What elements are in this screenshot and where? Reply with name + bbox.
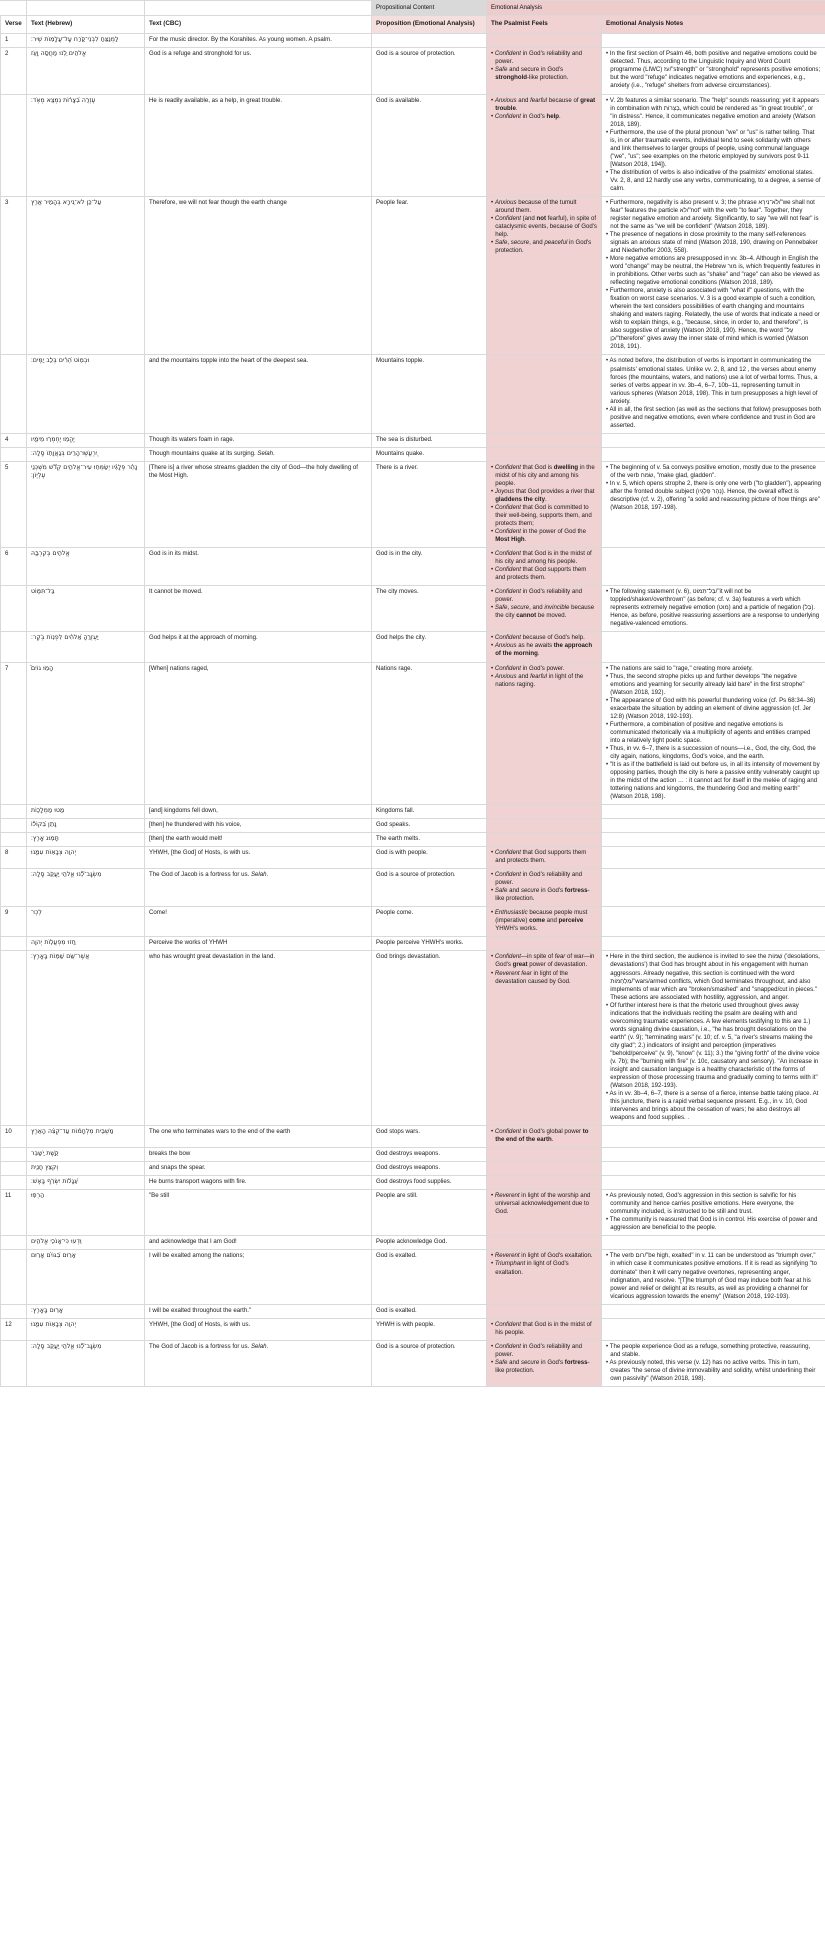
cell-text-hebrew: עֲ֝גָל֗וֹת יִשְׂרֹ֥ף בָּאֵֽשׁ׃: [27, 1176, 145, 1190]
cell-verse: [1, 632, 27, 662]
cell-emotional-analysis-notes: • The nations are said to "rage," creating more anxiety. • Thus, the second strophe picks up and further develops "the negative emotions and yearning for security already laid bare" in the first strophe" (Watson 2018, 192). • The appearance of God with his powerful thundering voice (cf. Ps 68:34–36) exacerbate the situation by adding an element of divine aggression (cf. Jer 12:8) (Watson 2018, 192-193). • Furthermore, a combination of positive and negative emotions is communicated rhetorically via a multiplicity of agents and entities cramped into a relatively tight poetic space. • Thus, in vv. 6–7, there is a succession of nouns—i.e., God, the city, God, the city again, nations, kingdoms, God's voice, and the earth. • "It is as if the battlefield is laid out before us, in all its intensity of movement by opposing parties, though the city is here a passive entity vulnerably caught up in the midst of the action … : it cannot act for itself in the melée of raging and tottering nations and kingdoms, the thundering God and melting earth" (Watson 2018, 198).: [602, 662, 825, 805]
cell-text-hebrew: יְהוָ֣ה צְבָא֣וֹת עִמָּ֑נוּ: [27, 847, 145, 869]
column-header-text-hebrew: Text (Hebrew): [27, 16, 145, 34]
cell-emotional-analysis-notes: • The beginning of v. 5a conveys positive emotion, mostly due to the presence of the verb שׂמח, "make glad, gladden". • In v. 5, which opens strophe 2, there is only one verb ("to gladden"), appearing after the fronted double subject (נָהָר פְּלָגָיו). Hence, the overall effect is descriptive (cf. v. 2), offering "a solid and reassuring picture of how things are" (Watson 2018, 197-198).: [602, 461, 825, 547]
cell-text-cbc: YHWH, [the God] of Hosts, is with us.: [145, 1318, 372, 1340]
cell-text-cbc: and the mountains topple into the heart of the deepest sea.: [145, 355, 372, 433]
cell-psalmist-feels: • Confident—in spite of fear of war—in God's great power of devastation. • Reverent fear in light of the devastation caused by God.: [487, 951, 602, 1126]
group-header-propositional-content: Propositional Content: [372, 1, 487, 16]
cell-psalmist-feels: [487, 355, 602, 433]
cell-psalmist-feels: [487, 1176, 602, 1190]
cell-text-hebrew: חֲ֭זוּ מִפְעֲל֣וֹת יְהוָ֑ה: [27, 937, 145, 951]
cell-psalmist-feels: [487, 1148, 602, 1162]
group-header-spacer: [27, 1, 145, 16]
cell-verse: 2: [1, 48, 27, 94]
cell-emotional-analysis-notes: [602, 1176, 825, 1190]
cell-text-hebrew: וּבְמ֥וֹט הָ֝רִ֗ים בְּלֵ֣ב יַמִּֽים׃: [27, 355, 145, 433]
cell-verse: 9: [1, 907, 27, 937]
table-row: [1, 1304, 825, 1318]
cell-psalmist-feels: [487, 833, 602, 847]
cell-text-hebrew: וְקִצֵּ֣ץ חֲנִ֑ית: [27, 1162, 145, 1176]
column-header-psalmist-feels: The Psalmist Feels: [487, 16, 602, 34]
cell-emotional-analysis-notes: • The following statement (v. 6), בַּל־תִּמּוֹט/"it will not be toppled/shaken/overthrown" (as before; cf. v. 3a) features a verb which represents extremely negative emotion (מוט) and a particle of negation (בַּל). Hence, as before, positive reassuring assertions are a response to underlying negative-valenced emotions.: [602, 586, 825, 632]
cell-psalmist-feels: [487, 819, 602, 833]
cell-psalmist-feels: [487, 447, 602, 461]
table-row: [1, 805, 825, 819]
cell-verse: 1: [1, 34, 27, 48]
cell-emotional-analysis-notes: • The people experience God as a refuge, something protective, reassuring, and stable. • As previously noted, this verse (v. 12) has no active verbs. This in turn, creates "the sense of divine immovability and solidity, whilst underlining their own passivity" (Watson 2018, 198).: [602, 1340, 825, 1386]
table-row: [1, 461, 825, 547]
cell-text-hebrew: מַשְׁבִּ֥ית מִלְחָמ֗וֹת עַד־קְצֵ֫ה הָאָ֥רֶץ: [27, 1126, 145, 1148]
cell-psalmist-feels: [487, 34, 602, 48]
cell-psalmist-feels: • Confident because of God's help. • Anxious as he awaits the approach of the morning.: [487, 632, 602, 662]
cell-verse: 11: [1, 1190, 27, 1236]
cell-psalmist-feels: • Reverent in light of the worship and universal acknowledgement due to God.: [487, 1190, 602, 1236]
cell-text-cbc: [There is] a river whose streams gladden the city of God—the holy dwelling of the Most High.: [145, 461, 372, 547]
cell-text-hebrew: תָּמ֥וּג אָֽרֶץ׃: [27, 833, 145, 847]
cell-verse: [1, 586, 27, 632]
cell-verse: [1, 1250, 27, 1304]
cell-verse: [1, 94, 27, 196]
cell-text-cbc: He burns transport wagons with fire.: [145, 1176, 372, 1190]
cell-proposition: The earth melts.: [372, 833, 487, 847]
cell-text-cbc: [then] the earth would melt!: [145, 833, 372, 847]
cell-emotional-analysis-notes: [602, 937, 825, 951]
cell-text-hebrew: הָמ֣וּ גוֹיִם֮: [27, 662, 145, 805]
cell-proposition: Kingdoms fall.: [372, 805, 487, 819]
cell-text-cbc: The one who terminates wars to the end of the earth: [145, 1126, 372, 1148]
cell-proposition: God brings devastation.: [372, 951, 487, 1126]
cell-verse: [1, 833, 27, 847]
cell-emotional-analysis-notes: [602, 34, 825, 48]
cell-emotional-analysis-notes: [602, 1304, 825, 1318]
cell-text-cbc: "Be still: [145, 1190, 372, 1236]
table-row: [1, 833, 825, 847]
cell-psalmist-feels: • Anxious because of the tumult around them. • Confident (and not fearful), in spite of cataclysmic events, because of God's help. • Safe, secure, and peaceful in God's protection.: [487, 196, 602, 355]
cell-text-cbc: and snaps the spear.: [145, 1162, 372, 1176]
cell-emotional-analysis-notes: [602, 433, 825, 447]
table-row: [1, 869, 825, 907]
table-row: [1, 48, 825, 94]
cell-proposition: People acknowledge God.: [372, 1236, 487, 1250]
table-row: [1, 433, 825, 447]
cell-psalmist-feels: [487, 1236, 602, 1250]
cell-proposition: God speaks.: [372, 819, 487, 833]
cell-proposition: God is available.: [372, 94, 487, 196]
group-header-spacer: [1, 1, 27, 16]
cell-proposition: God destroys food supplies.: [372, 1176, 487, 1190]
cell-text-hebrew: יַעְזְרֶ֥הָ אֱ֝לֹהִ֗ים לִפְנ֥וֹת בֹּֽקֶר׃: [27, 632, 145, 662]
cell-verse: [1, 1148, 27, 1162]
cell-verse: [1, 1236, 27, 1250]
cell-psalmist-feels: • Confident that God is dwelling in the midst of his city and among his people. • Joyous that God provides a river that gladdens the city. • Confident that God is committed to their well-being, supports them, and protects them; • Confident in the power of God the Most High.: [487, 461, 602, 547]
cell-text-hebrew: הַרְפּ֣וּ: [27, 1190, 145, 1236]
cell-psalmist-feels: [487, 937, 602, 951]
table-row: [1, 847, 825, 869]
cell-proposition: People come.: [372, 907, 487, 937]
cell-psalmist-feels: • Confident in God's reliability and power. • Safe and secure in God's stronghold-like protection.: [487, 48, 602, 94]
cell-emotional-analysis-notes: • Furthermore, negativity is also present v. 3; the phrase לֹא־נִירָא/"we shall not fear" features the particle לֹא/"not" with the verb "to fear". Together, they register negative emotion and anxiety. Significantly, to say "we will not fear" is not the same as "we will be confident" (Watson 2018, 189). • The presence of negations in close proximity to the many self-references signals an anxious state of mind (Watson 2018, 190, drawing on Pennebaker and Niederhoffer 2003, 558). • More negative emotions are presupposed in vv. 3b–4. Although in English the word "change" may be neutral, the Hebrew מור is, which frequently features in in prohibitions. Other verbs such as "shake" and "rage" can also be viewed as reflecting negative emotional conditions (Watson 2018, 189). • Furthermore, anxiety is also associated with "what if" questions, with the fixation on worst case scenarios. V. 3 is a good example of such a condition, wherein the text considers possibilities of earth changing and mountains shaking and waters raging. Relatedly, the use of words that indicate a need or wish to explain things, e.g., "because, since, in order to, and therefore", is also suggestive of anxiety (Watson 2018, 190). Hence, the word "עַל כֵּן/"therefore" gives away the inner state of mind which is worried (Watson 2018, 191).: [602, 196, 825, 355]
cell-emotional-analysis-notes: [602, 447, 825, 461]
cell-text-cbc: God helps it at the approach of morning.: [145, 632, 372, 662]
table-row: [1, 951, 825, 1126]
column-header-row: [1, 16, 825, 34]
cell-text-cbc: The God of Jacob is a fortress for us. Selah.: [145, 869, 372, 907]
cell-proposition: God is exalted.: [372, 1250, 487, 1304]
cell-psalmist-feels: • Confident that God is in the midst of his city and among his people. • Confident that God supports them and protects them.: [487, 548, 602, 586]
group-header-emotional-analysis: Emotional Analysis: [487, 1, 825, 16]
table-row: [1, 586, 825, 632]
cell-text-hebrew: לְכֽוּ־: [27, 907, 145, 937]
cell-text-cbc: [and] kingdoms fell down,: [145, 805, 372, 819]
cell-verse: 4: [1, 433, 27, 447]
cell-verse: 6: [1, 548, 27, 586]
cell-proposition: The city moves.: [372, 586, 487, 632]
cell-text-hebrew: לַמְנַצֵּ֥חַ לִבְנֵי־קֹ֑רַח עַֽל־עֲלָמ֥וֹת שִֽׁיר׃: [27, 34, 145, 48]
table-row: [1, 937, 825, 951]
cell-proposition: People fear.: [372, 196, 487, 355]
cell-proposition: God is with people.: [372, 847, 487, 869]
cell-emotional-analysis-notes: [602, 548, 825, 586]
cell-psalmist-feels: • Anxious and fearful because of great trouble. • Confident in God's help.: [487, 94, 602, 196]
cell-text-hebrew: אֱלֹהִ֣ים בְּקִרְבָּ֑הּ: [27, 548, 145, 586]
cell-text-cbc: God is in its midst.: [145, 548, 372, 586]
cell-emotional-analysis-notes: [602, 805, 825, 819]
table-row: [1, 34, 825, 48]
cell-emotional-analysis-notes: [602, 847, 825, 869]
cell-text-cbc: I will be exalted among the nations;: [145, 1250, 372, 1304]
cell-text-hebrew: עֶזְרָ֥ה בְ֝צָר֗וֹת נִמְצָ֥א מְאֹֽד׃: [27, 94, 145, 196]
table-row: [1, 1318, 825, 1340]
cell-text-hebrew: יִֽרְעֲשֽׁוּ־הָרִ֥ים בְּגַאֲוָת֣וֹ סֶֽלָה׃: [27, 447, 145, 461]
cell-proposition: God helps the city.: [372, 632, 487, 662]
cell-text-cbc: [When] nations raged,: [145, 662, 372, 805]
cell-emotional-analysis-notes: [602, 1148, 825, 1162]
cell-verse: [1, 951, 27, 1126]
cell-text-cbc: Though mountains quake at its surging. Selah.: [145, 447, 372, 461]
cell-verse: [1, 1304, 27, 1318]
cell-verse: 12: [1, 1318, 27, 1340]
cell-psalmist-feels: • Confident in God's power. • Anxious and fearful in light of the nations raging.: [487, 662, 602, 805]
cell-psalmist-feels: [487, 805, 602, 819]
cell-emotional-analysis-notes: • The verb רום/"be high, exalted" in v. 11 can be understood as "triumph over," in which case it communicates positive emotions. If it is read as signifying "to dominate" then it will carry negative overtones, representing anger, indignation, and resolve. "[T]he triumph of God may induce both fear at his power and relief or delight at its results, as well as providing a channel for vicarious aggression towards the enemy" (Watson 2018, 192-193).: [602, 1250, 825, 1304]
cell-psalmist-feels: • Confident that God supports them and protects them.: [487, 847, 602, 869]
column-header-emotional-analysis-notes: Emotional Analysis Notes: [602, 16, 825, 34]
column-header-verse: Verse: [1, 16, 27, 34]
cell-text-cbc: He is readily available, as a help, in great trouble.: [145, 94, 372, 196]
cell-verse: 5: [1, 461, 27, 547]
cell-proposition: The sea is disturbed.: [372, 433, 487, 447]
cell-text-hebrew: יֶהֱמ֣וּ יֶחְמְר֣וּ מֵימָ֑יו: [27, 433, 145, 447]
cell-text-hebrew: אֱלֹהִ֣ים לָ֭נוּ מַחֲסֶ֣ה וָעֹ֑ז: [27, 48, 145, 94]
cell-psalmist-feels: • Enthusiastic because people must (imperative) come and perceive YHWH's works.: [487, 907, 602, 937]
cell-emotional-analysis-notes: [602, 632, 825, 662]
cell-proposition: Mountains quake.: [372, 447, 487, 461]
cell-psalmist-feels: • Confident in God's global power to the end of the earth.: [487, 1126, 602, 1148]
cell-text-cbc: and acknowledge that I am God!: [145, 1236, 372, 1250]
table-row: [1, 662, 825, 805]
cell-text-hebrew: יְהוָ֣ה צְבָא֣וֹת עִמָּ֑נוּ: [27, 1318, 145, 1340]
cell-psalmist-feels: • Confident in God's reliability and power. • Safe and secure in God's fortress-like protection.: [487, 869, 602, 907]
cell-proposition: People perceive YHWH's works.: [372, 937, 487, 951]
cell-text-cbc: For the music director. By the Korahites. As young women. A psalm.: [145, 34, 372, 48]
cell-proposition: God is a source of protection.: [372, 48, 487, 94]
table-row: [1, 819, 825, 833]
cell-verse: 10: [1, 1126, 27, 1148]
cell-emotional-analysis-notes: [602, 1162, 825, 1176]
cell-verse: 8: [1, 847, 27, 869]
cell-proposition: People are still.: [372, 1190, 487, 1236]
table-row: [1, 1236, 825, 1250]
cell-text-hebrew: מִשְׂגָּֽב־לָ֝֗נוּ אֱלֹהֵ֖י יַעֲקֹ֣ב סֶֽלָה׃: [27, 869, 145, 907]
group-header-row: [1, 1, 825, 16]
group-header-spacer: [145, 1, 372, 16]
cell-proposition: Mountains topple.: [372, 355, 487, 433]
cell-verse: 7: [1, 662, 27, 805]
cell-emotional-analysis-notes: [602, 907, 825, 937]
cell-emotional-analysis-notes: • As previously noted, God's aggression in this section is salvific for his community and hence carries positive emotions. Here everyone, the community included, is instructed to be still and trust. • The community is reassured that God is in control. His exercise of power and aggression are beneficial to the people.: [602, 1190, 825, 1236]
cell-text-hebrew: מָ֣טוּ מַמְלָכ֑וֹת: [27, 805, 145, 819]
cell-text-hebrew: אֲשֶׁר־שָׂ֖ם שַׁמּ֣וֹת בָּאָֽרֶץ׃: [27, 951, 145, 1126]
table-row: [1, 1340, 825, 1386]
cell-text-cbc: Though its waters foam in rage.: [145, 433, 372, 447]
cell-text-cbc: I will be exalted throughout the earth.": [145, 1304, 372, 1318]
cell-proposition: There is a river.: [372, 461, 487, 547]
table-row: [1, 907, 825, 937]
cell-emotional-analysis-notes: [602, 833, 825, 847]
cell-psalmist-feels: [487, 1162, 602, 1176]
cell-verse: [1, 805, 27, 819]
cell-emotional-analysis-notes: [602, 1318, 825, 1340]
cell-emotional-analysis-notes: [602, 1236, 825, 1250]
cell-verse: [1, 1162, 27, 1176]
cell-proposition: God destroys weapons.: [372, 1148, 487, 1162]
cell-emotional-analysis-notes: [602, 869, 825, 907]
cell-verse: [1, 447, 27, 461]
cell-text-cbc: It cannot be moved.: [145, 586, 372, 632]
cell-proposition: Nations rage.: [372, 662, 487, 805]
cell-text-hebrew: בַּל־תִּמּ֑וֹט: [27, 586, 145, 632]
cell-text-cbc: Perceive the works of YHWH: [145, 937, 372, 951]
cell-psalmist-feels: [487, 433, 602, 447]
cell-proposition: God stops wars.: [372, 1126, 487, 1148]
cell-emotional-analysis-notes: • As noted before, the distribution of verbs is important in communicating the psalmists' emotional states. Unlike vv. 2, 8, and 12 , the verses about enemy forces (the mountains, waters, and nations) use a lot of verbal forms. Thus, a series of verbs appear in vv. 3b–4, 6–7, 10b–11, representing tumult in various spheres (Watson 2018, 198). This in turn presupposes a high level of anxiety. • All in all, the first section (as well as the sections that follow) presupposes both positive and negative emotions, even where confidence and trust in God are asserted.: [602, 355, 825, 433]
cell-verse: [1, 355, 27, 433]
cell-proposition: God is a source of protection.: [372, 1340, 487, 1386]
cell-text-cbc: Come!: [145, 907, 372, 937]
table-row: [1, 548, 825, 586]
cell-verse: [1, 1340, 27, 1386]
table-row: [1, 355, 825, 433]
cell-proposition: YHWH is with people.: [372, 1318, 487, 1340]
cell-psalmist-feels: • Confident that God is in the midst of his people.: [487, 1318, 602, 1340]
cell-verse: [1, 869, 27, 907]
cell-psalmist-feels: [487, 1304, 602, 1318]
table-row: [1, 1190, 825, 1236]
cell-text-hebrew: נָתַ֥ן בְּ֝קוֹל֗וֹ: [27, 819, 145, 833]
cell-emotional-analysis-notes: [602, 1126, 825, 1148]
table-row: [1, 1250, 825, 1304]
cell-proposition: God is exalted.: [372, 1304, 487, 1318]
cell-text-cbc: The God of Jacob is a fortress for us. Selah.: [145, 1340, 372, 1386]
cell-text-cbc: breaks the bow: [145, 1148, 372, 1162]
table-row: [1, 94, 825, 196]
cell-text-hebrew: אָר֥וּם בָּאָֽרֶץ׃: [27, 1304, 145, 1318]
column-header-proposition: Proposition (Emotional Analysis): [372, 16, 487, 34]
cell-text-hebrew: עַל־כֵּ֣ן לֹא־נִ֭ירָא בְּהָמִ֣יר אָ֑רֶץ: [27, 196, 145, 355]
cell-emotional-analysis-notes: [602, 819, 825, 833]
cell-text-hebrew: אָר֥וּם בַּ֝גּוֹיִ֗ם אָר֥וּם: [27, 1250, 145, 1304]
table-row: [1, 1176, 825, 1190]
cell-proposition: [372, 34, 487, 48]
cell-emotional-analysis-notes: • V. 2b features a similar scenario. The "help" sounds reassuring; yet it appears in combination with בְצָרוֹת, which could be rendered as "in great trouble", or "in distress". Hence, it communicates negative emotion and anxiety (Watson 2018, 189). • Furthermore, the use of the plural pronoun "we" or "us" is rather telling. That is, in or after traumatic events, individual tend to seek solidarity with others and link themselves to larger groups of people, using communal language ("we", "us"; see examples on the rhetoric employed by survivors post 9-11 [Watson 2018, 194]). • The distribution of verbs is also indicative of the psalmists' emotional states. Vv. 2, 8, and 12 hardly use any verbs, communicating, to a degree, a sense of calm.: [602, 94, 825, 196]
cell-text-cbc: who has wrought great devastation in the land.: [145, 951, 372, 1126]
table-row: [1, 196, 825, 355]
cell-proposition: God destroys weapons.: [372, 1162, 487, 1176]
table-row: [1, 1162, 825, 1176]
cell-text-hebrew: קֶ֣שֶׁת יְ֭שַׁבֵּר: [27, 1148, 145, 1162]
cell-emotional-analysis-notes: • In the first section of Psalm 46, both positive and negative emotions could be detected. Thus, according to the Linguistic Inquiry and Word Count programme (LIWC) עז/"strength" or "stronghold" represents positive emotions; but the word "refuge" indicates negative emotions and experiences, e.g., anxiety (i.e., "refuge" shelters from adverse circumstances).: [602, 48, 825, 94]
cell-verse: 3: [1, 196, 27, 355]
cell-proposition: God is a source of protection.: [372, 869, 487, 907]
cell-proposition: God is in the city.: [372, 548, 487, 586]
cell-psalmist-feels: • Reverent in light of God's exaltation. • Triumphant in light of God's exaltation.: [487, 1250, 602, 1304]
column-header-text-cbc: Text (CBC): [145, 16, 372, 34]
cell-verse: [1, 819, 27, 833]
table-row: [1, 447, 825, 461]
cell-text-cbc: God is a refuge and stronghold for us.: [145, 48, 372, 94]
cell-text-cbc: YHWH, [the God] of Hosts, is with us.: [145, 847, 372, 869]
cell-verse: [1, 1176, 27, 1190]
table-row: [1, 632, 825, 662]
cell-text-cbc: [then] he thundered with his voice,: [145, 819, 372, 833]
cell-text-hebrew: וּ֭דְעוּ כִּי־אָנֹכִ֣י אֱלֹהִ֑ים: [27, 1236, 145, 1250]
cell-text-hebrew: נָהָ֗ר פְּלָגָ֗יו יְשַׂמְּח֥וּ עִיר־אֱלֹהִ֑ים קְדֹ֝֗שׁ מִשְׁכְּנֵ֥י עֶלְיֽוֹן׃: [27, 461, 145, 547]
cell-text-hebrew: מִשְׂגָּֽב־לָ֝֗נוּ אֱלֹהֵ֖י יַעֲקֹ֣ב סֶֽלָה׃: [27, 1340, 145, 1386]
cell-psalmist-feels: • Confident in God's reliability and power. • Safe and secure in God's fortress-like protection.: [487, 1340, 602, 1386]
cell-verse: [1, 937, 27, 951]
table-row: [1, 1148, 825, 1162]
cell-emotional-analysis-notes: • Here in the third section, the audience is invited to see the שַׁמּוֹת ('desolations, devastations') that God has brought about in his engagement with human aggressors. Already negative, this section is continued with the word מִלְחָמוֹת/"wars/armed conflicts, which God terminates throughout, and also implements of war which are "broken/smashed" and "snapped/cut in pieces." These actions are associated with hostility, aggression, and anger. • Of further interest here is that the rhetoric used throughout gives away indications that the individuals reciting the psalm are dealing with and overcoming traumatic experiences. A few elements testifying to this are 1.) words signaling divine causation, i.e., "he has brought desolations on the earth" (v. 9); "terminating wars" (v. 10; cf. v. 5, "a river's streams making the city glad"; 2.) indicators of insight and perception (imperatives "behold/perceive" (v. 9), "know" (v. 11); 3.) the "giving forth" of the divine voice (v. 7b); the "burning with fire" (v. 10c, causatory and sensory). "An increase in insight and causation language is a healthy characteristic of the forms of expression of those processing trauma and gradually coming to terms with it" (Watson 2018, 192-193). • As in vv. 3b–4, 6–7, there is a sense of a fierce, intense battle taking place. At this juncture, there is a rapid verbal sequence present. E.g., in v. 10, God intervenes and brings about the cessation of wars; he also destroys all weapons and food supplies. .: [602, 951, 825, 1126]
cell-psalmist-feels: • Confident in God's reliability and power. • Safe, secure, and invincible because the city cannot be moved.: [487, 586, 602, 632]
table-row: [1, 1126, 825, 1148]
cell-text-cbc: Therefore, we will not fear though the earth change: [145, 196, 372, 355]
